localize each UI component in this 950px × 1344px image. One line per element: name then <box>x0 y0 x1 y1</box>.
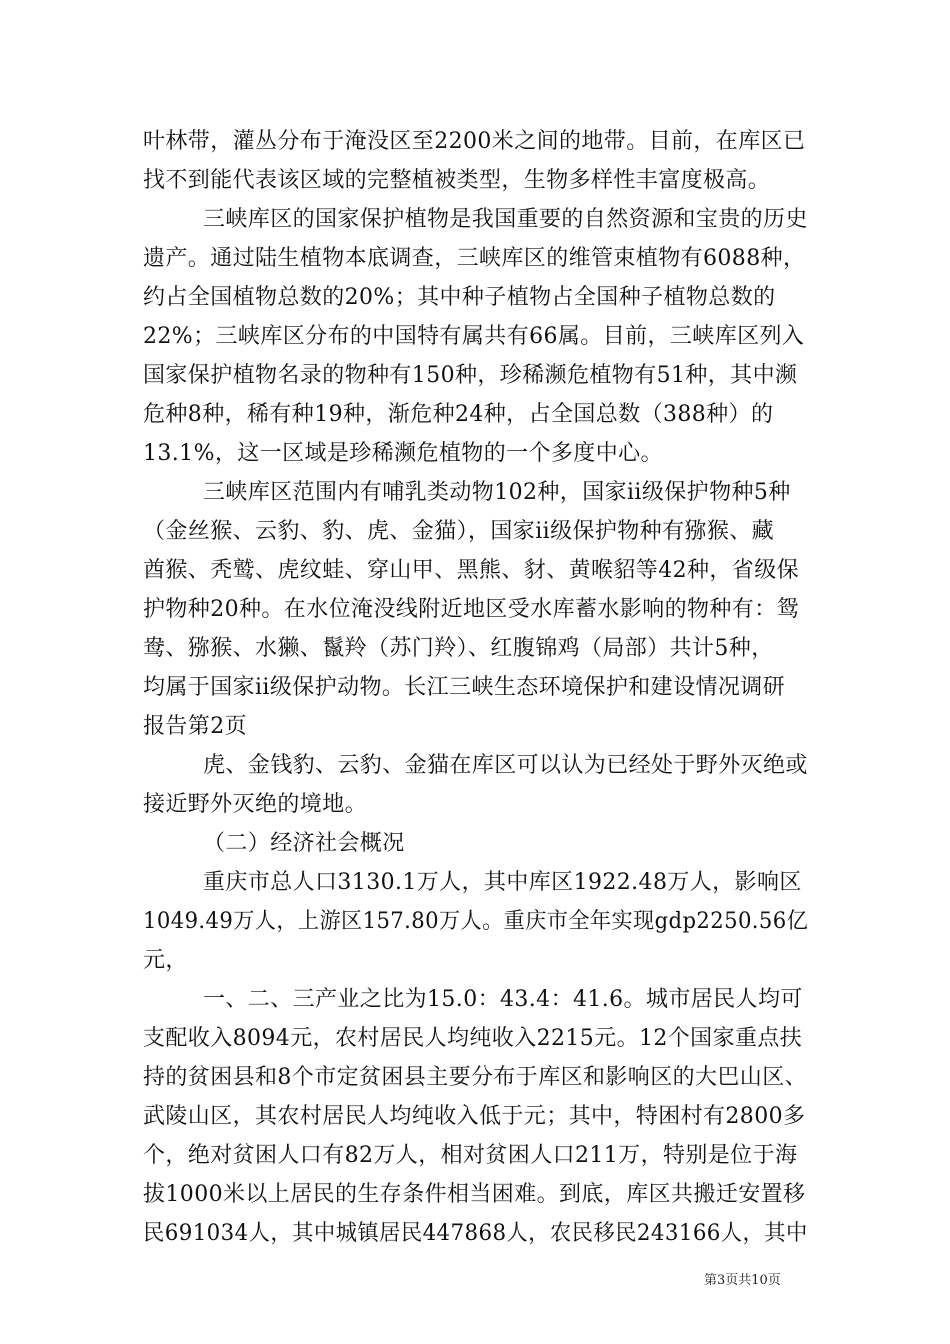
text-line: 叶林带，灌丛分布于淹没区至2200米之间的地带。目前，在库区已 <box>143 129 806 154</box>
text-line: 持的贫困县和8个市定贫困县主要分布于库区和影响区的大巴山区、 <box>143 1065 807 1090</box>
paragraph-start-line: 三峡库区的国家保护植物是我国重要的自然资源和宝贵的历史 <box>203 207 808 232</box>
text-line: 酋猴、秃鹫、虎纹蛙、穿山甲、黑熊、豺、黄喉貂等42种，省级保 <box>143 558 799 583</box>
text-line: 护物种20种。在水位淹没线附近地区受水库蓄水影响的物种有：鸳 <box>143 597 799 622</box>
text-line: 接近野外灭绝的境地。 <box>143 792 368 817</box>
paragraph-start-line: 虎、金钱豹、云豹、金猫在库区可以认为已经处于野外灭绝或 <box>203 753 808 778</box>
text-line: 均属于国家ii级保护动物。长江三峡生态环境保护和建设情况调研 <box>143 675 786 700</box>
text-line: 危种8种，稀有种19种，渐危种24种，占全国总数（388种）的 <box>143 402 774 427</box>
text-line: 22%；三峡库区分布的中国特有属共有66属。目前，三峡库区列入 <box>143 324 805 349</box>
section-heading: （二）经济社会概况 <box>203 831 405 856</box>
paragraph-start-line: 三峡库区范围内有哺乳类动物102种，国家ii级保护物种5种 <box>203 480 791 505</box>
text-line: 约占全国植物总数的20%；其中种子植物占全国种子植物总数的 <box>143 285 776 310</box>
text-line: 个，绝对贫困人口有82万人，相对贫困人口211万，特别是位于海 <box>143 1143 798 1168</box>
text-line: 民691034人，其中城镇居民447868人，农民移民243166人，其中 <box>143 1221 808 1246</box>
paragraph-start-line: 一、二、三产业之比为15.0：43.4：41.6。城市居民人均可 <box>203 987 803 1012</box>
text-line: 1049.49万人，上游区157.80万人。重庆市全年实现gdp2250.56亿 <box>143 909 809 934</box>
paragraph-start-line: 重庆市总人口3130.1万人，其中库区1922.48万人，影响区 <box>203 870 802 895</box>
text-line: 拔1000米以上居民的生存条件相当困难。到底，库区共搬迁安置移 <box>143 1182 806 1207</box>
text-line: 武陵山区，其农村居民人均纯收入低于元；其中，特困村有2800多 <box>143 1104 806 1129</box>
text-line: 鸯、猕猴、水獭、鬣羚（苏门羚）、红腹锦鸡（局部）共计5种， <box>143 636 774 661</box>
text-line: 支配收入8094元，农村居民人均纯收入2215元。12个国家重点扶 <box>143 1026 803 1051</box>
text-line: （金丝猴、云豹、豹、虎、金猫），国家ii级保护物种有猕猴、藏 <box>143 519 775 544</box>
text-line: 元， <box>143 948 188 973</box>
text-line: 找不到能代表该区域的完整植被类型，生物多样性丰富度极高。 <box>143 168 771 193</box>
page-number-footer: 第3页共10页 <box>704 1273 781 1288</box>
text-line: 13.1%，这一区域是珍稀濒危植物的一个多度中心。 <box>143 441 663 466</box>
text-line: 遗产。通过陆生植物本底调查，三峡库区的维管束植物有6088种， <box>143 246 806 271</box>
text-line: 国家保护植物名录的物种有150种，珍稀濒危植物有51种，其中濒 <box>143 363 798 388</box>
text-line: 报告第2页 <box>143 714 247 739</box>
